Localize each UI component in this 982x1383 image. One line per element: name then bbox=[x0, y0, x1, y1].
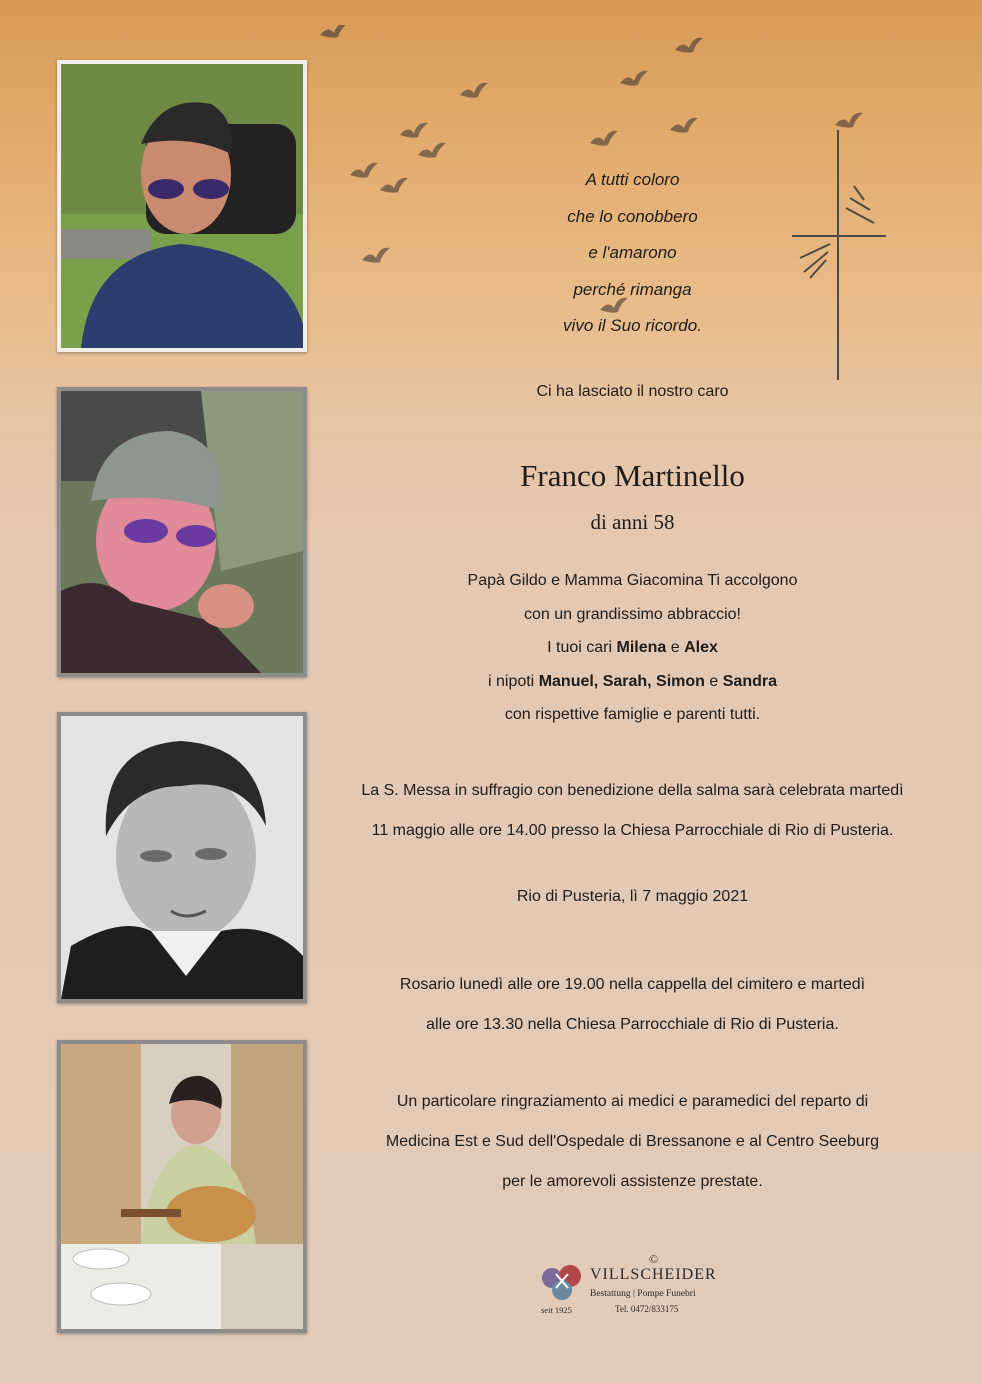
family-message bbox=[330, 564, 935, 732]
brand-subtitle: Bestattung | Pompe Funebri bbox=[590, 1289, 696, 1299]
mass-line: 11 maggio alle ore 14.00 presso la Chiesa Parrocchiale di Rio di Pusteria. bbox=[371, 822, 894, 839]
funeral-home-logo bbox=[538, 1254, 738, 1324]
portrait-photo-3 bbox=[57, 712, 307, 1003]
thanks-line: Medicina Est e Sud dell'Ospedale di Bressanone e al Centro Seeburg bbox=[385, 1133, 880, 1150]
brand-phone: Tel. 0472/833175 bbox=[615, 1304, 679, 1314]
poem-line: perché rimanga bbox=[573, 279, 692, 299]
portrait-photo-2 bbox=[57, 387, 307, 677]
family-name: Sandra bbox=[722, 672, 777, 690]
family-line: con rispettive famiglie e parenti tutti. bbox=[504, 706, 761, 724]
mass-line: La S. Messa in suffragio con benedizione della salma sarà celebrata martedì bbox=[361, 782, 904, 799]
brand-name: VILLSCHEIDER bbox=[590, 1266, 717, 1283]
poem-line: e l'amarono bbox=[588, 243, 677, 262]
family-line-text: I tuoi cari bbox=[547, 639, 617, 657]
rosary-announcement bbox=[330, 965, 935, 1045]
rosary-line: Rosario lunedì alle ore 19.00 nella cappella del cimitero e martedì bbox=[399, 976, 866, 993]
family-name: Alex bbox=[684, 639, 718, 657]
deceased-name: Franco Martinello bbox=[520, 458, 745, 493]
family-line-text: i nipoti bbox=[487, 672, 539, 690]
family-name: Milena bbox=[616, 639, 667, 657]
poem bbox=[330, 162, 935, 345]
deceased-age: di anni 58 bbox=[590, 510, 675, 534]
thanks-line: Un particolare ringraziamento ai medici e paramedici del reparto di bbox=[396, 1093, 869, 1110]
place-date: Rio di Pusteria, lì 7 maggio 2021 bbox=[516, 888, 749, 905]
brand-since: seit 1925 bbox=[541, 1305, 572, 1315]
portrait-photo-4 bbox=[57, 1040, 307, 1333]
poem-line: vivo il Suo ricordo. bbox=[563, 316, 702, 335]
mass-announcement bbox=[330, 771, 935, 851]
family-line: Papà Gildo e Mamma Giacomina Ti accolgono bbox=[467, 572, 798, 589]
family-line-text: e bbox=[666, 639, 685, 657]
thanks-message bbox=[330, 1082, 935, 1202]
family-line: con un grandissimo abbraccio! bbox=[523, 605, 741, 623]
intro-text: Ci ha lasciato il nostro caro bbox=[536, 383, 729, 400]
family-line-text: e bbox=[704, 672, 723, 690]
family-line bbox=[330, 631, 935, 665]
poem-line: che lo conobbero bbox=[567, 206, 698, 226]
crest-icon bbox=[540, 1264, 584, 1302]
thanks-line: per le amorevoli assistenze prestate. bbox=[502, 1173, 763, 1190]
family-name: Manuel, Sarah, Simon bbox=[538, 672, 705, 690]
poem-line: A tutti coloro bbox=[585, 170, 680, 189]
copyright-symbol: © bbox=[649, 1252, 659, 1266]
rosary-line: alle ore 13.30 nella Chiesa Parrocchiale di Rio di Pusteria. bbox=[426, 1016, 839, 1033]
portrait-photo-1 bbox=[57, 60, 307, 352]
family-line bbox=[330, 665, 935, 699]
